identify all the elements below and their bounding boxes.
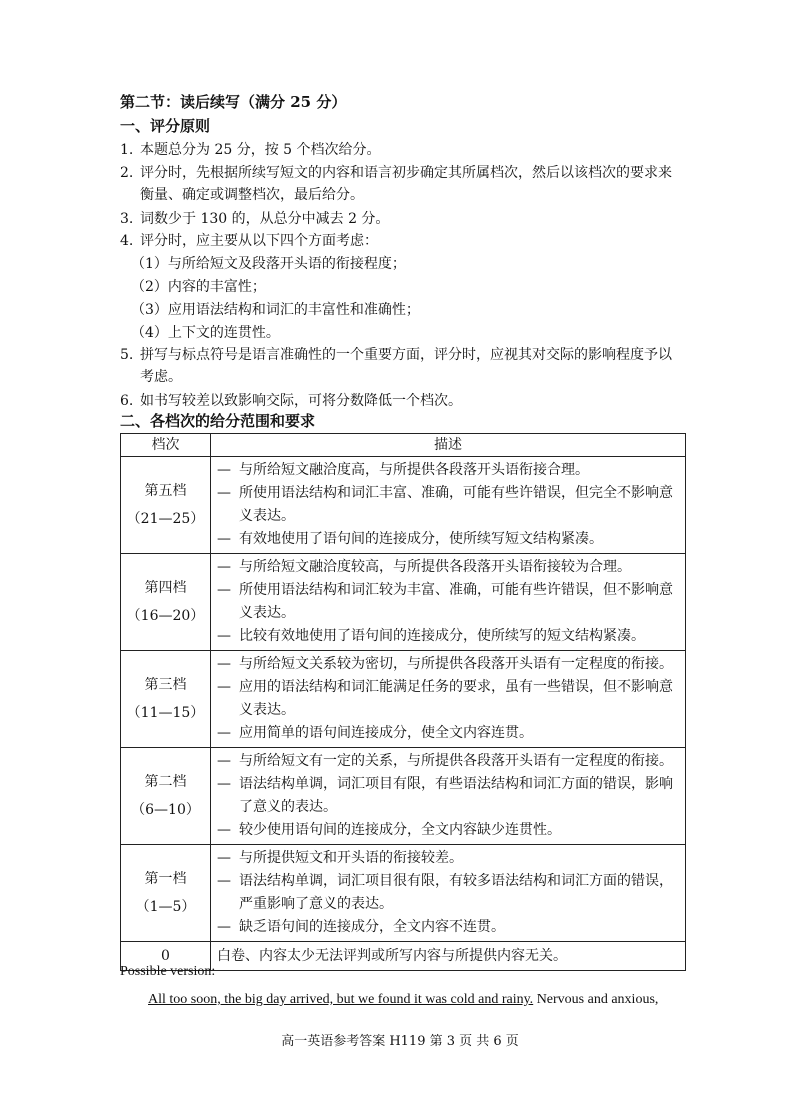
description-line: — 与所给短文融洽度高，与所提供各段落开头语衔接合理。	[217, 462, 589, 478]
table-header-row	[121, 434, 686, 457]
table-row	[121, 457, 686, 554]
rule-text: 拼写与标点符号是语言准确性的一个重要方面，评分时，应视其对交际的影响程度予以考虑。	[140, 347, 672, 385]
level-range: （6—10）	[131, 802, 200, 818]
level-cell	[121, 651, 211, 748]
description-cell	[211, 554, 686, 651]
rule-text: 本题总分为 25 分，按 5 个档次给分。	[140, 142, 381, 158]
rule-item-4	[120, 230, 685, 252]
description-line: — 缺乏语句间的连接成分，全文内容不连贯。	[217, 919, 505, 935]
description-line: — 比较有效地使用了语句间的连接成分，使所续写的短文结构紧凑。	[217, 628, 645, 644]
description-line: 白卷、内容太少无法评判或所写内容与所提供内容无关。	[217, 948, 567, 964]
table-row	[121, 748, 686, 845]
description-line: — 与所提供短文和开头语的衔接较差。	[217, 850, 463, 866]
description-cell	[211, 748, 686, 845]
description-line: — 所使用语法结构和词汇较为丰富、准确，可能有些许错误，但不影响意义表达。	[217, 582, 673, 621]
rule-number: 2.	[120, 165, 134, 181]
rule-number: 1.	[120, 142, 134, 158]
level-cell	[121, 554, 211, 651]
possible-version-text	[148, 990, 658, 1010]
page-footer: 高一英语参考答案 H119 第 3 页 共 6 页	[281, 1034, 519, 1049]
level-cell	[121, 845, 211, 942]
level-name: 第四档	[144, 580, 187, 596]
possible-version-label: Possible version:	[120, 964, 216, 979]
level-range: （11—15）	[126, 705, 205, 721]
aspect-item-3: （3）应用语法结构和词汇的丰富性和准确性；	[131, 302, 420, 318]
level-cell	[121, 457, 211, 554]
level-name: 第一档	[144, 871, 187, 887]
rule-text: 词数少于 130 的，从总分中减去 2 分。	[140, 211, 390, 227]
rule-number: 6.	[120, 393, 134, 409]
description-cell	[211, 942, 686, 971]
level-name: 0	[161, 948, 170, 964]
rule-item-3	[120, 208, 685, 230]
rule-text: 如书写较差以致影响交际，可将分数降低一个档次。	[140, 393, 462, 409]
grading-table	[120, 433, 686, 971]
rule-text: 评分时，先根据所续写短文的内容和语言初步确定其所属档次，然后以该档次的要求来衡量、确定或调整档次，最后给分。	[140, 165, 672, 203]
description-line: — 应用简单的语句间连接成分，使全文内容连贯。	[217, 725, 533, 741]
level-range: （16—20）	[126, 608, 205, 624]
description-line: — 语法结构单调，词汇项目很有限，有较多语法结构和词汇方面的错误，严重影响了意义的表达。	[217, 873, 673, 912]
rule-number: 5.	[120, 347, 134, 363]
description-cell	[211, 651, 686, 748]
column-header-level: 档次	[121, 434, 211, 457]
column-header-description: 描述	[211, 434, 686, 457]
ranges-heading: 二、各档次的给分范围和要求	[120, 412, 316, 430]
description-line: — 与所给短文关系较为密切，与所提供各段落开头语有一定程度的衔接。	[217, 656, 673, 672]
rule-item-6	[120, 390, 685, 412]
description-cell	[211, 457, 686, 554]
description-line: — 与所给短文融洽度较高，与所提供各段落开头语衔接较为合理。	[217, 559, 631, 575]
principles-heading: 一、评分原则	[120, 117, 211, 135]
description-line: — 所使用语法结构和词汇丰富、准确，可能有些许错误，但完全不影响意义表达。	[217, 485, 673, 524]
level-range: （1—5）	[135, 899, 196, 915]
aspect-item-1: （1）与所给短文及段落开头语的衔接程度；	[131, 256, 406, 272]
description-line: — 语法结构单调，词汇项目有限，有些语法结构和词汇方面的错误，影响了意义的表达。	[217, 776, 673, 815]
level-name: 第三档	[144, 677, 187, 693]
level-name: 第二档	[144, 774, 187, 790]
level-name: 第五档	[144, 483, 187, 499]
description-line: — 有效地使用了语句间的连接成分，使所续写短文结构紧凑。	[217, 531, 603, 547]
level-range: （21—25）	[126, 511, 205, 527]
description-line: — 应用的语法结构和词汇能满足任务的要求，虽有一些错误，但不影响意义表达。	[217, 679, 673, 718]
rule-number: 4.	[120, 233, 134, 249]
rule-text: 评分时，应主要从以下四个方面考虑：	[140, 233, 378, 249]
aspect-item-2: （2）内容的丰富性；	[131, 279, 266, 295]
rule-number: 3.	[120, 211, 134, 227]
description-cell	[211, 845, 686, 942]
table-row	[121, 651, 686, 748]
level-cell	[121, 748, 211, 845]
rule-item-1	[120, 139, 685, 161]
rule-item-5	[120, 344, 685, 388]
description-line: — 较少使用语句间的连接成分，全文内容缺少连贯性。	[217, 822, 561, 838]
aspect-item-4: （4）上下文的连贯性。	[131, 325, 280, 341]
table-row	[121, 845, 686, 942]
table-row	[121, 554, 686, 651]
continuation-text: Nervous and anxious,	[533, 992, 659, 1007]
description-line: — 与所给短文有一定的关系，与所提供各段落开头语有一定程度的衔接。	[217, 753, 673, 769]
underlined-sentence: All too soon, the big day arrived, but we found it was cold and rainy.	[148, 992, 534, 1007]
rule-item-2	[120, 162, 685, 206]
section-title: 第二节：读后续写（满分 25 分）	[120, 93, 347, 111]
